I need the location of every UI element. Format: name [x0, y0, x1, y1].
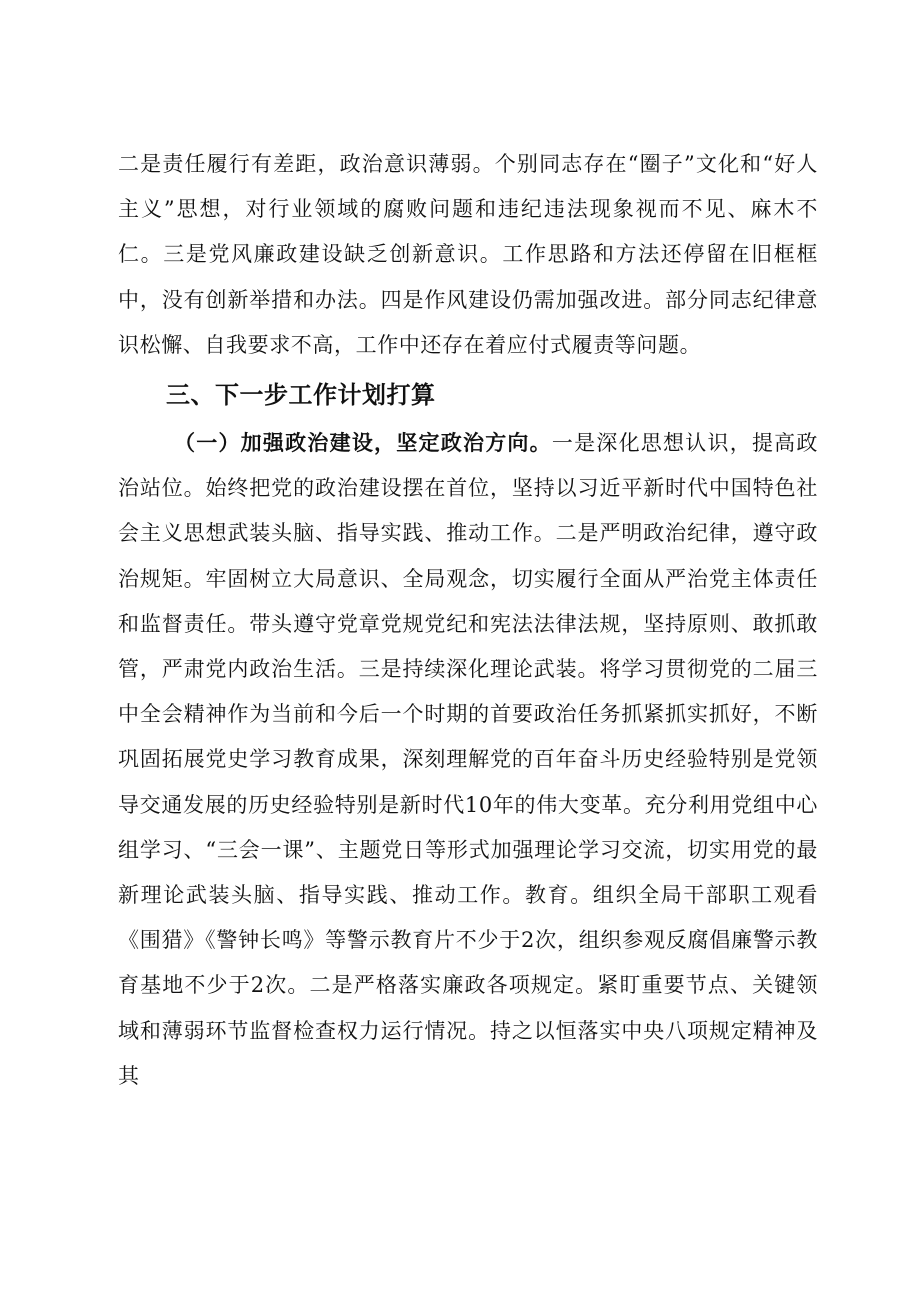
document-page: [118, 142, 818, 1099]
paragraph-problems: 二是责任履行有差距，政治意识薄弱。个别同志存在“圈子”文化和“好人主义”思想，对行业领域的腐败问题和违纪违法现象视而不见、麻木不仁。三是党风廉政建设缺乏创新意识。工作思路和方法还停留在旧框框中，没有创新举措和办法。四是作风建设仍需加强改进。部分同志纪律意识松懈、自我要求不高，工作中还存在着应付式履责等问题。: [118, 152, 818, 357]
section-heading: 三、下一步工作计划打算: [166, 381, 436, 410]
paragraph-body-text: 一是深化思想认识，提高政治站位。始终把党的政治建设摆在首位，坚持以习近平新时代中国特色社会主义思想武装头脑、指导实践、推动工作。二是严明政治纪律，遵守政治规矩。牢固树立大局意识、全局观念，切实履行全面从严治党主体责任和监督责任。带头遵守党章党规党纪和宪法法律法规，坚持原则、敢抓敢管，严肃党内政治生活。三是持续深化理论武装。将学习贯彻党的二届三中全会精神作为当前和今后一个时期的首要政治任务抓紧抓实抓好，不断巩固拓展党史学习教育成果，深刻理解党的百年奋斗历史经验特别是党领导交通发展的历史经验特别是新时代10年的伟大变革。充分利用党组中心组学习、“三会一课”、主题党日等形式加强理论学习交流，切实用党的最新理论武装头脑、指导实践、推动工作。教育。组织全局干部职工观看《围猎》《警钟长鸣》等警示教育片不少于2次，组织参观反腐倡廉警示教育基地不少于2次。二是严格落实廉政各项规定。紧盯重要节点、关键领域和薄弱环节监督检查权力运行情况。持之以恒落实中央八项规定精神及其: [118, 431, 819, 1088]
paragraph-political-building: [118, 420, 818, 1099]
paragraph-lead-title: （一）加强政治建设，坚定政治方向。: [174, 430, 552, 456]
